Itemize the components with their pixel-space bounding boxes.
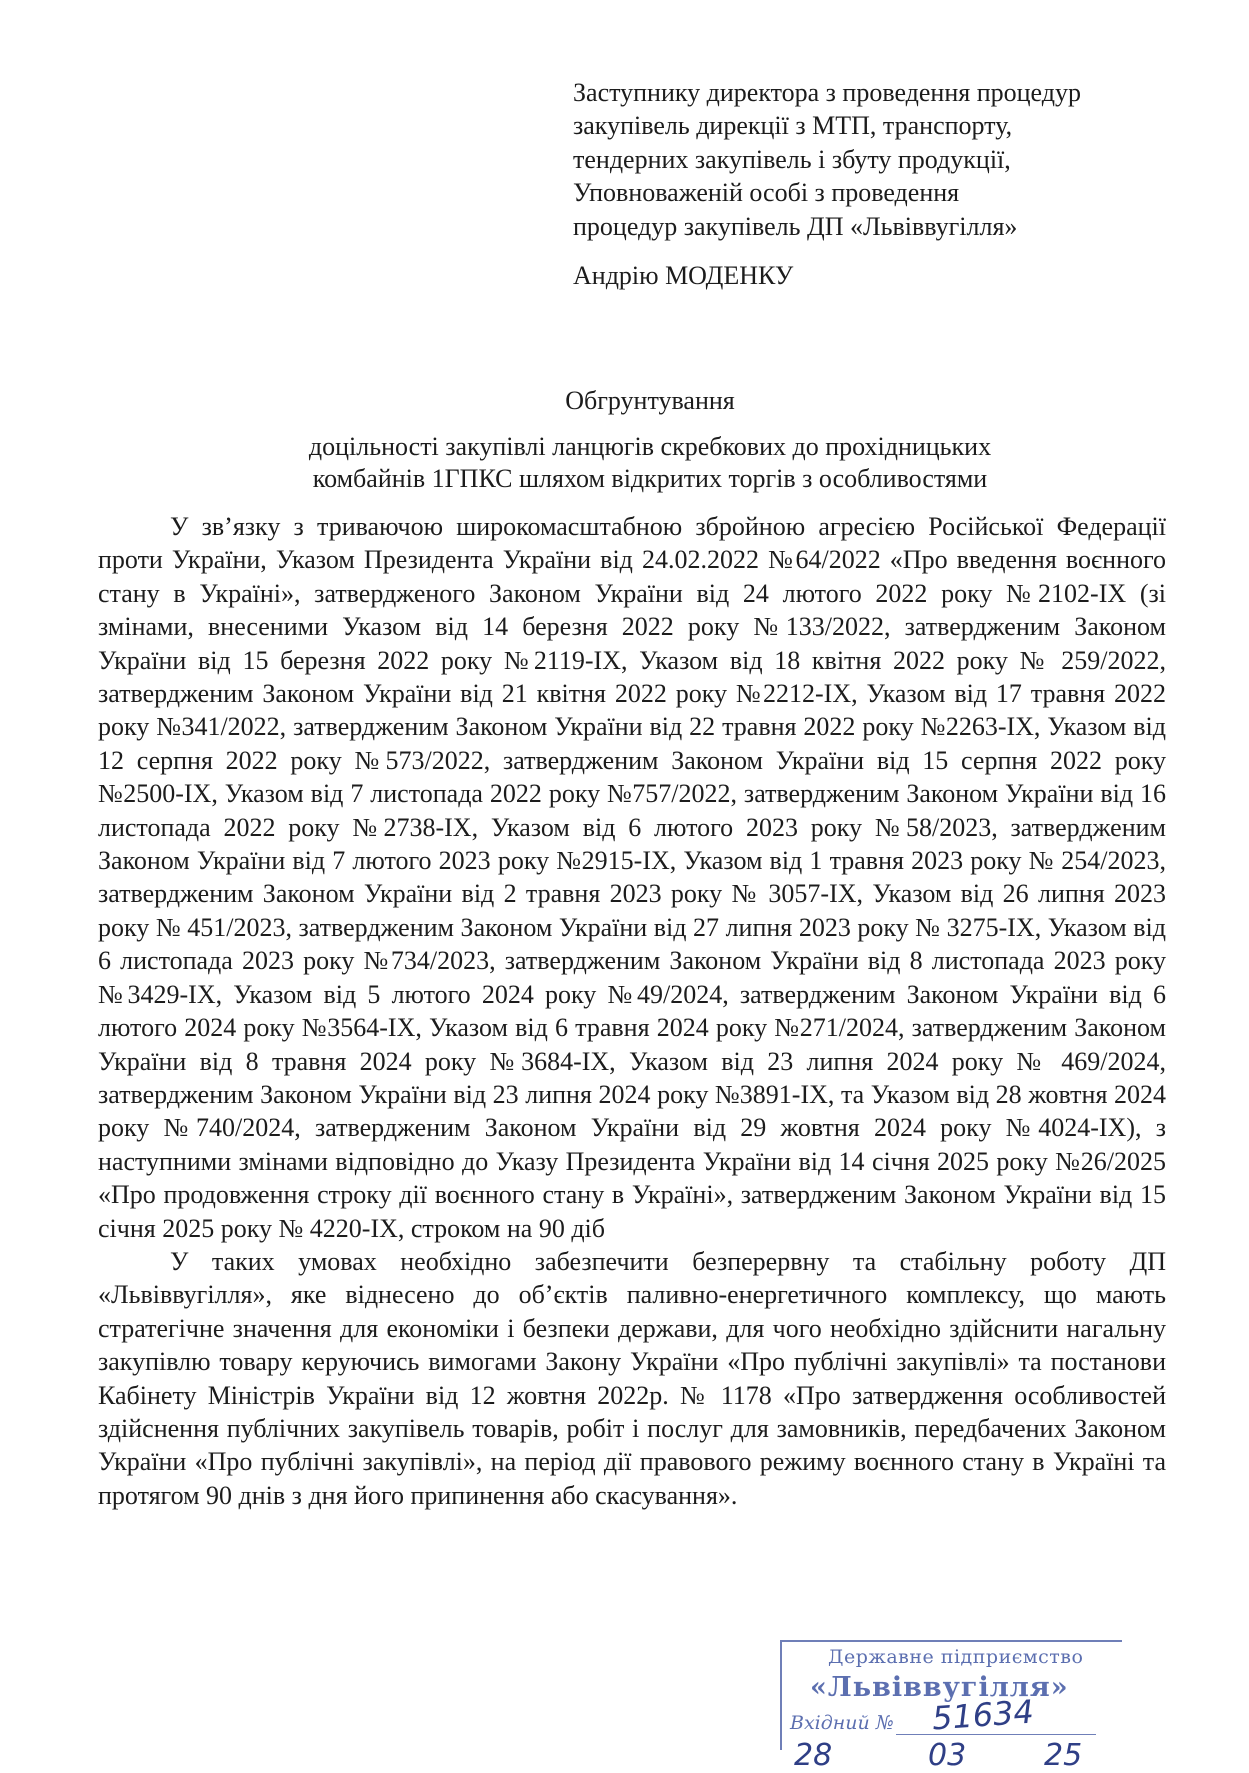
addressee-line: тендерних закупівель і збуту продукції,: [573, 144, 1011, 174]
addressee-line: закупівель дирекції з МТП, транспорту,: [573, 111, 1013, 141]
stamp-date-month: 03: [928, 1738, 967, 1773]
incoming-registration-stamp: [780, 1640, 1122, 1773]
addressee-block: [573, 76, 1193, 292]
stamp-org-name: «Львіввугілля»: [810, 1672, 1069, 1703]
document-subtitle-line-1: доцільності закупівлі ланцюгів скребкових до прохідницьких: [308, 432, 992, 461]
body-paragraph: У зв’язку з триваючою широкомасштабною збройною агресією Російської Федерації проти України, Указом Президента України від 24.02.2022 №64/2022 «Про введення воєнного стану в Україні», затвердженого Законом України від 24 лютого 2022 року №2102-IX (зі змінами, внесеними Указом від 14 березня 2022 року №133/2022, затвердженим Законом України від 15 березня 2022 року №2119-IX, Указом від 18 квітня 2022 року № 259/2022, затвердженим Законом України від 21 квітня 2022 року №2212-IX, Указом від 17 травня 2022 року №341/2022, затвердженим Законом України від 22 травня 2022 року №2263-IX, Указом від 12 серпня 2022 року №573/2022, затвердженим Законом України від 15 серпня 2022 року №2500-IX, Указом від 7 листопада 2022 року №757/2022, затвердженим Законом України від 16 листопада 2022 року №2738-IX, Указом від 6 лютого 2023 року №58/2023, затвердженим Законом України від 7 лютого 2023 року №2915-IX, Указом від 1 травня 2023 року № 254/2023, затвердженим Законом України від 2 травня 2023 року № 3057-IX, Указом від 26 липня 2023 року № 451/2023, затвердженим Законом України від 27 липня 2023 року № 3275-IX, Указом від 6 листопада 2023 року №734/2023, затвердженим Законом України від 8 листопада 2023 року №3429-IX, Указом від 5 лютого 2024 року №49/2024, затвердженим Законом України від 6 лютого 2024 року №3564-IX, Указом від 6 травня 2024 року №271/2024, затвердженим Законом України від 8 травня 2024 року №3684-IX, Указом від 23 липня 2024 року № 469/2024, затвердженим Законом України від 23 липня 2024 року №3891-IX, та Указом від 28 жовтня 2024 року №740/2024, затвердженим Законом України від 29 жовтня 2024 року №4024-IX), з наступними змінами відповідно до Указу Президента України від 14 січня 2025 року №26/2025 «Про продовження строку дії воєнного стану в Україні», затвердженим Законом України від 15 січня 2025 року № 4220-IX, строком на 90 діб: [98, 512, 1166, 1243]
stamp-org-type: Державне підприємство: [828, 1646, 1084, 1668]
stamp-incoming-number: 51634: [930, 1692, 1035, 1738]
addressee-line: процедур закупівель ДП «Львіввугілля»: [573, 211, 1018, 241]
addressee-line: Уповноваженій особі з проведення: [573, 178, 960, 208]
document-body: [98, 510, 1166, 1512]
stamp-number-underline: [896, 1734, 1096, 1735]
stamp-date-year: 25: [1044, 1738, 1083, 1773]
stamp-incoming-label: Вхідний №: [790, 1712, 894, 1734]
document-subtitle-line-2: комбайнів 1ГПКС шляхом відкритих торгів з особливостями: [312, 464, 988, 493]
document-title: Обгрунтування: [565, 386, 735, 415]
addressee-line: Заступнику директора з проведення процедур: [573, 78, 1081, 107]
stamp-date-day: 28: [794, 1738, 833, 1773]
body-paragraph: У таких умовах необхідно забезпечити безперервну та стабільну роботу ДП «Львіввугілля», яке віднесено до об’єктів паливно-енергетичного комплексу, що мають стратегічне значення для економіки і безпеки держави, для чого необхідно здійснити нагальну закупівлю товару керуючись вимогами Закону України «Про публічні закупівлі» та постанови Кабінету Міністрів України від 12 жовтня 2022р. № 1178 «Про затвердження особливостей здійснення публічних закупівель товарів, робіт і послуг для замовників, передбачених Законом України «Про публічні закупівлі», на період дії правового режиму воєнного стану в Україні та протягом 90 днів з дня його припинення або скасування».: [98, 1246, 1166, 1510]
addressee-name: Андрію МОДЕНКУ: [573, 261, 794, 291]
